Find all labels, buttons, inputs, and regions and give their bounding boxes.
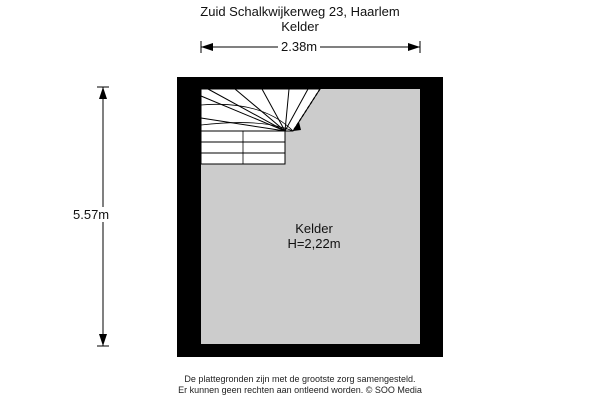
disclaimer-line-1: De plattegronden zijn met de grootste zorg samengesteld.: [184, 374, 416, 384]
address-title: Zuid Schalkwijkerweg 23, Haarlem: [200, 4, 400, 19]
width-label: 2.38m: [278, 39, 320, 54]
room-height-label: H=2,22m: [287, 236, 341, 251]
room-name-label: Kelder: [295, 221, 333, 236]
height-label: 5.57m: [73, 207, 110, 222]
floor-title: Kelder: [281, 19, 319, 34]
disclaimer-line-2: Er kunnen geen rechten aan ontleend worden. © SOO Media: [178, 385, 422, 395]
